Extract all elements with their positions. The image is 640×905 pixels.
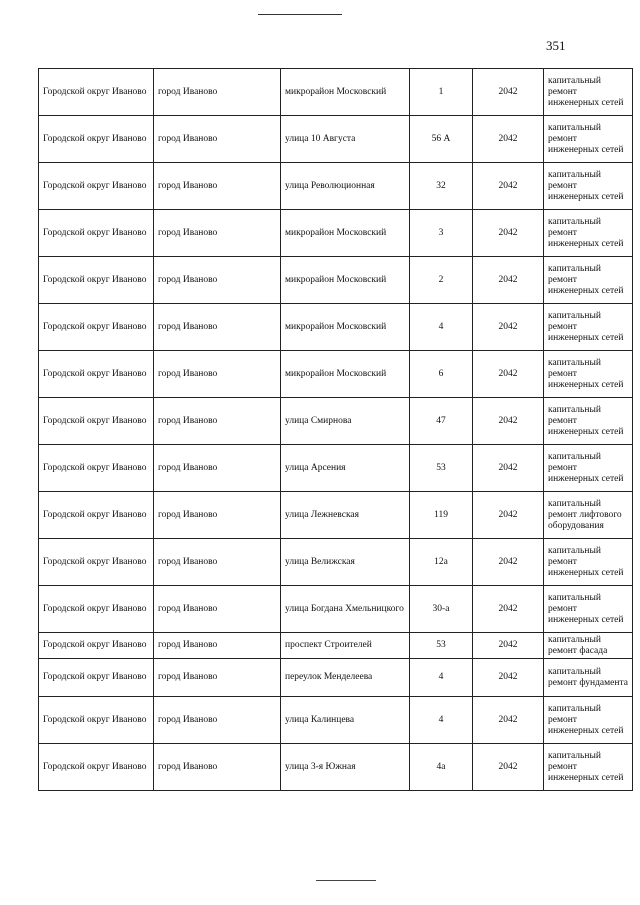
house-number-cell: 4: [410, 304, 473, 351]
work-type-cell: капитальный ремонт инженерных сетей: [544, 539, 633, 586]
work-type-cell: капитальный ремонт фасада: [544, 633, 633, 659]
house-number-cell: 119: [410, 492, 473, 539]
street-cell: микрорайон Московский: [281, 351, 410, 398]
table-row: [39, 492, 633, 539]
district-cell: Городской округ Иваново: [39, 445, 154, 492]
work-type-cell: капитальный ремонт инженерных сетей: [544, 697, 633, 744]
city-cell: город Иваново: [154, 633, 281, 659]
table-row: [39, 539, 633, 586]
year-cell: 2042: [473, 633, 544, 659]
district-cell: Городской округ Иваново: [39, 659, 154, 697]
house-number-cell: 53: [410, 445, 473, 492]
bottom-rule: [316, 880, 376, 881]
work-type-cell: капитальный ремонт фундамента: [544, 659, 633, 697]
city-cell: город Иваново: [154, 351, 281, 398]
street-cell: микрорайон Московский: [281, 257, 410, 304]
table-row: [39, 697, 633, 744]
street-cell: переулок Менделеева: [281, 659, 410, 697]
registry-table: [38, 68, 633, 791]
street-cell: улица Смирнова: [281, 398, 410, 445]
work-type-cell: капитальный ремонт инженерных сетей: [544, 586, 633, 633]
house-number-cell: 6: [410, 351, 473, 398]
table-row: [39, 659, 633, 697]
year-cell: 2042: [473, 445, 544, 492]
house-number-cell: 30-а: [410, 586, 473, 633]
registry-table-body: [39, 69, 633, 791]
page-number: 351: [546, 38, 566, 53]
house-number-cell: 1: [410, 69, 473, 116]
house-number-cell: 4а: [410, 744, 473, 791]
street-cell: улица 3-я Южная: [281, 744, 410, 791]
table-row: [39, 351, 633, 398]
district-cell: Городской округ Иваново: [39, 492, 154, 539]
table-row: [39, 744, 633, 791]
street-cell: микрорайон Московский: [281, 69, 410, 116]
city-cell: город Иваново: [154, 257, 281, 304]
year-cell: 2042: [473, 257, 544, 304]
work-type-cell: капитальный ремонт инженерных сетей: [544, 210, 633, 257]
street-cell: улица Богдана Хмельницкого: [281, 586, 410, 633]
street-cell: улица Арсения: [281, 445, 410, 492]
city-cell: город Иваново: [154, 697, 281, 744]
year-cell: 2042: [473, 586, 544, 633]
city-cell: город Иваново: [154, 659, 281, 697]
table-row: [39, 633, 633, 659]
house-number-cell: 4: [410, 659, 473, 697]
street-cell: микрорайон Московский: [281, 210, 410, 257]
district-cell: Городской округ Иваново: [39, 304, 154, 351]
work-type-cell: капитальный ремонт лифтового оборудования: [544, 492, 633, 539]
year-cell: 2042: [473, 539, 544, 586]
city-cell: город Иваново: [154, 586, 281, 633]
house-number-cell: 32: [410, 163, 473, 210]
city-cell: город Иваново: [154, 304, 281, 351]
table-row: [39, 304, 633, 351]
work-type-cell: капитальный ремонт инженерных сетей: [544, 304, 633, 351]
district-cell: Городской округ Иваново: [39, 163, 154, 210]
house-number-cell: 3: [410, 210, 473, 257]
table-row: [39, 257, 633, 304]
table-row: [39, 210, 633, 257]
table-row: [39, 69, 633, 116]
work-type-cell: капитальный ремонт инженерных сетей: [544, 351, 633, 398]
house-number-cell: 56 А: [410, 116, 473, 163]
street-cell: улица Революционная: [281, 163, 410, 210]
district-cell: Городской округ Иваново: [39, 539, 154, 586]
street-cell: улица Калинцева: [281, 697, 410, 744]
house-number-cell: 2: [410, 257, 473, 304]
year-cell: 2042: [473, 163, 544, 210]
district-cell: Городской округ Иваново: [39, 351, 154, 398]
street-cell: улица Лежневская: [281, 492, 410, 539]
work-type-cell: капитальный ремонт инженерных сетей: [544, 69, 633, 116]
work-type-cell: капитальный ремонт инженерных сетей: [544, 257, 633, 304]
table-row: [39, 586, 633, 633]
work-type-cell: капитальный ремонт инженерных сетей: [544, 116, 633, 163]
table-row: [39, 116, 633, 163]
district-cell: Городской округ Иваново: [39, 697, 154, 744]
district-cell: Городской округ Иваново: [39, 633, 154, 659]
year-cell: 2042: [473, 492, 544, 539]
district-cell: Городской округ Иваново: [39, 116, 154, 163]
city-cell: город Иваново: [154, 398, 281, 445]
street-cell: микрорайон Московский: [281, 304, 410, 351]
city-cell: город Иваново: [154, 492, 281, 539]
street-cell: улица Велижская: [281, 539, 410, 586]
year-cell: 2042: [473, 304, 544, 351]
city-cell: город Иваново: [154, 744, 281, 791]
work-type-cell: капитальный ремонт инженерных сетей: [544, 445, 633, 492]
district-cell: Городской округ Иваново: [39, 69, 154, 116]
city-cell: город Иваново: [154, 539, 281, 586]
city-cell: город Иваново: [154, 116, 281, 163]
work-type-cell: капитальный ремонт инженерных сетей: [544, 744, 633, 791]
district-cell: Городской округ Иваново: [39, 744, 154, 791]
year-cell: 2042: [473, 116, 544, 163]
top-rule: [258, 14, 342, 15]
year-cell: 2042: [473, 210, 544, 257]
city-cell: город Иваново: [154, 445, 281, 492]
house-number-cell: 4: [410, 697, 473, 744]
table-row: [39, 398, 633, 445]
work-type-cell: капитальный ремонт инженерных сетей: [544, 163, 633, 210]
district-cell: Городской округ Иваново: [39, 398, 154, 445]
district-cell: Городской округ Иваново: [39, 257, 154, 304]
house-number-cell: 53: [410, 633, 473, 659]
year-cell: 2042: [473, 697, 544, 744]
district-cell: Городской округ Иваново: [39, 210, 154, 257]
street-cell: улица 10 Августа: [281, 116, 410, 163]
year-cell: 2042: [473, 69, 544, 116]
table-row: [39, 163, 633, 210]
district-cell: Городской округ Иваново: [39, 586, 154, 633]
work-type-cell: капитальный ремонт инженерных сетей: [544, 398, 633, 445]
city-cell: город Иваново: [154, 69, 281, 116]
year-cell: 2042: [473, 659, 544, 697]
city-cell: город Иваново: [154, 163, 281, 210]
year-cell: 2042: [473, 744, 544, 791]
table-row: [39, 445, 633, 492]
city-cell: город Иваново: [154, 210, 281, 257]
year-cell: 2042: [473, 351, 544, 398]
year-cell: 2042: [473, 398, 544, 445]
house-number-cell: 47: [410, 398, 473, 445]
house-number-cell: 12а: [410, 539, 473, 586]
street-cell: проспект Строителей: [281, 633, 410, 659]
